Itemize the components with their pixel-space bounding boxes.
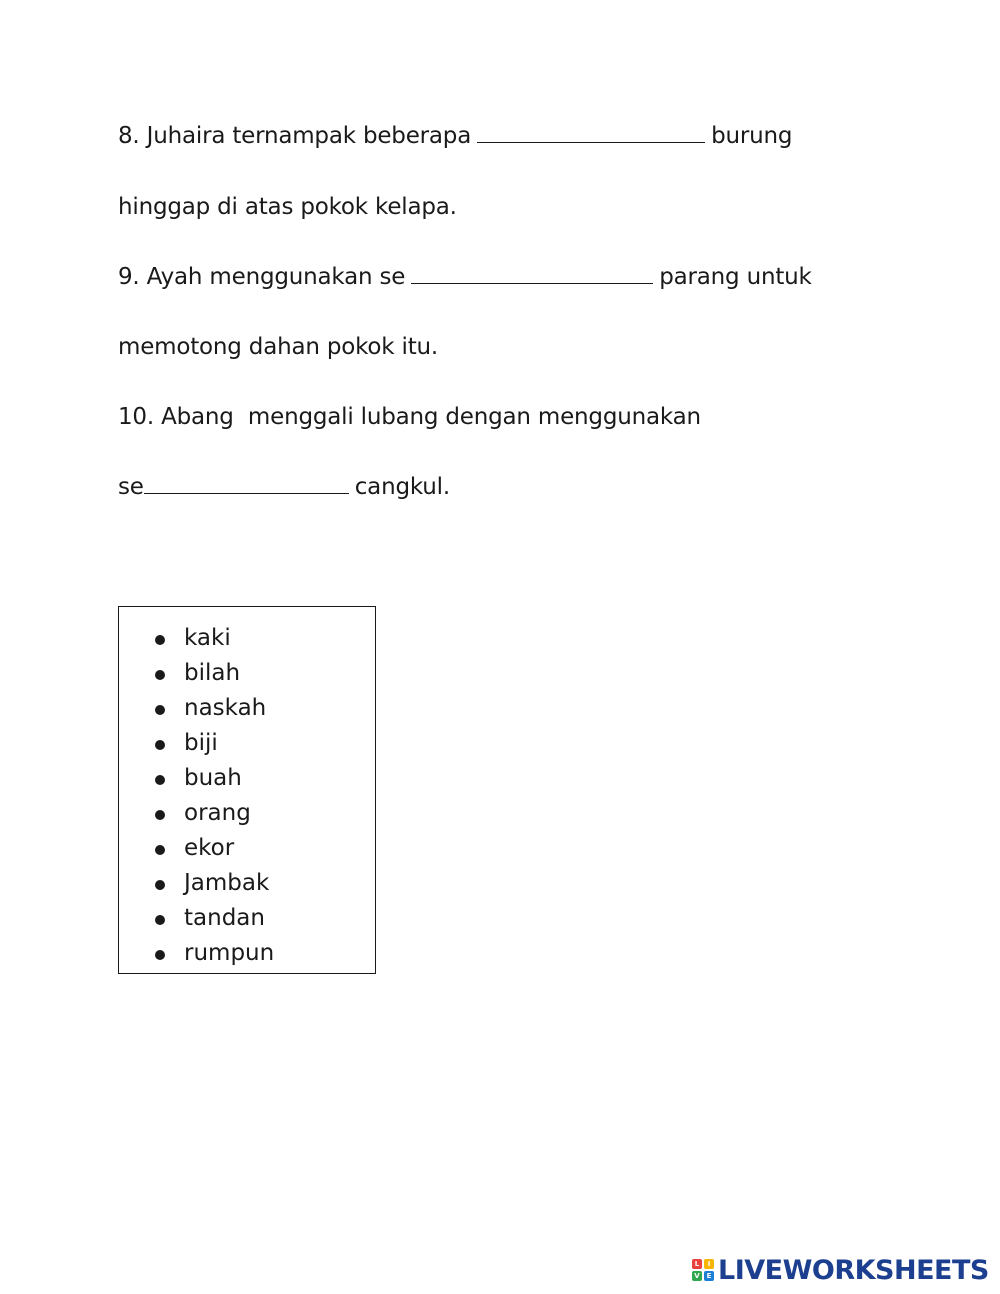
word-bank-item-label: biji <box>184 730 218 756</box>
bullet-icon <box>155 845 165 855</box>
word-bank-item-label: naskah <box>184 695 267 721</box>
logo-tile: V <box>692 1271 702 1281</box>
word-bank-item <box>155 656 274 691</box>
word-bank-item <box>155 936 274 971</box>
question-10-line-2 <box>118 472 450 502</box>
word-bank-item <box>155 901 274 936</box>
word-bank-item <box>155 761 274 796</box>
word-bank-item <box>155 621 274 656</box>
question-9-line-2: memotong dahan pokok itu. <box>118 334 439 360</box>
brand-text: LIVEWORKSHEETS <box>718 1254 989 1286</box>
word-bank-item <box>155 726 274 761</box>
word-bank-list <box>155 621 274 971</box>
question-8-answer-blank[interactable] <box>477 122 705 143</box>
bullet-icon <box>155 775 165 785</box>
question-8-text-before: 8. Juhaira ternampak beberapa <box>118 123 472 149</box>
word-bank-item-label: bilah <box>184 660 241 686</box>
word-bank-item-label: kaki <box>184 625 231 651</box>
question-10-answer-blank[interactable] <box>144 473 349 494</box>
word-bank-item <box>155 866 274 901</box>
bullet-icon <box>155 880 165 890</box>
word-bank-item-label: buah <box>184 765 242 791</box>
question-8-line-1 <box>118 121 792 151</box>
logo-tile: E <box>704 1271 714 1281</box>
logo-grid-icon <box>692 1259 714 1281</box>
bullet-icon <box>155 670 165 680</box>
question-8-line-2: hinggap di atas pokok kelapa. <box>118 194 457 220</box>
word-bank-item <box>155 831 274 866</box>
question-9-answer-blank[interactable] <box>411 263 653 284</box>
word-bank-item-label: ekor <box>184 835 235 861</box>
bullet-icon <box>155 740 165 750</box>
word-bank-item-label: Jambak <box>184 870 270 896</box>
logo-tile: I <box>704 1259 714 1269</box>
question-10-line-1: 10. Abang menggali lubang dengan menggunakan <box>118 404 701 430</box>
word-bank-item <box>155 691 274 726</box>
bullet-icon <box>155 635 165 645</box>
liveworksheets-logo <box>692 1254 989 1286</box>
question-9-line-1 <box>118 262 812 292</box>
word-bank-item <box>155 796 274 831</box>
question-8-text-after: burung <box>711 123 793 149</box>
bullet-icon <box>155 705 165 715</box>
logo-tile: L <box>692 1259 702 1269</box>
word-bank-item-label: tandan <box>184 905 265 931</box>
word-bank-item-label: rumpun <box>184 940 275 966</box>
word-bank-item-label: orang <box>184 800 251 826</box>
question-9-text-before: 9. Ayah menggunakan se <box>118 264 406 290</box>
question-10-text-after: cangkul. <box>354 474 450 500</box>
bullet-icon <box>155 915 165 925</box>
word-bank-box <box>118 606 376 974</box>
question-10-text-before: se <box>118 474 144 500</box>
bullet-icon <box>155 810 165 820</box>
bullet-icon <box>155 950 165 960</box>
question-9-text-after: parang untuk <box>659 264 812 290</box>
